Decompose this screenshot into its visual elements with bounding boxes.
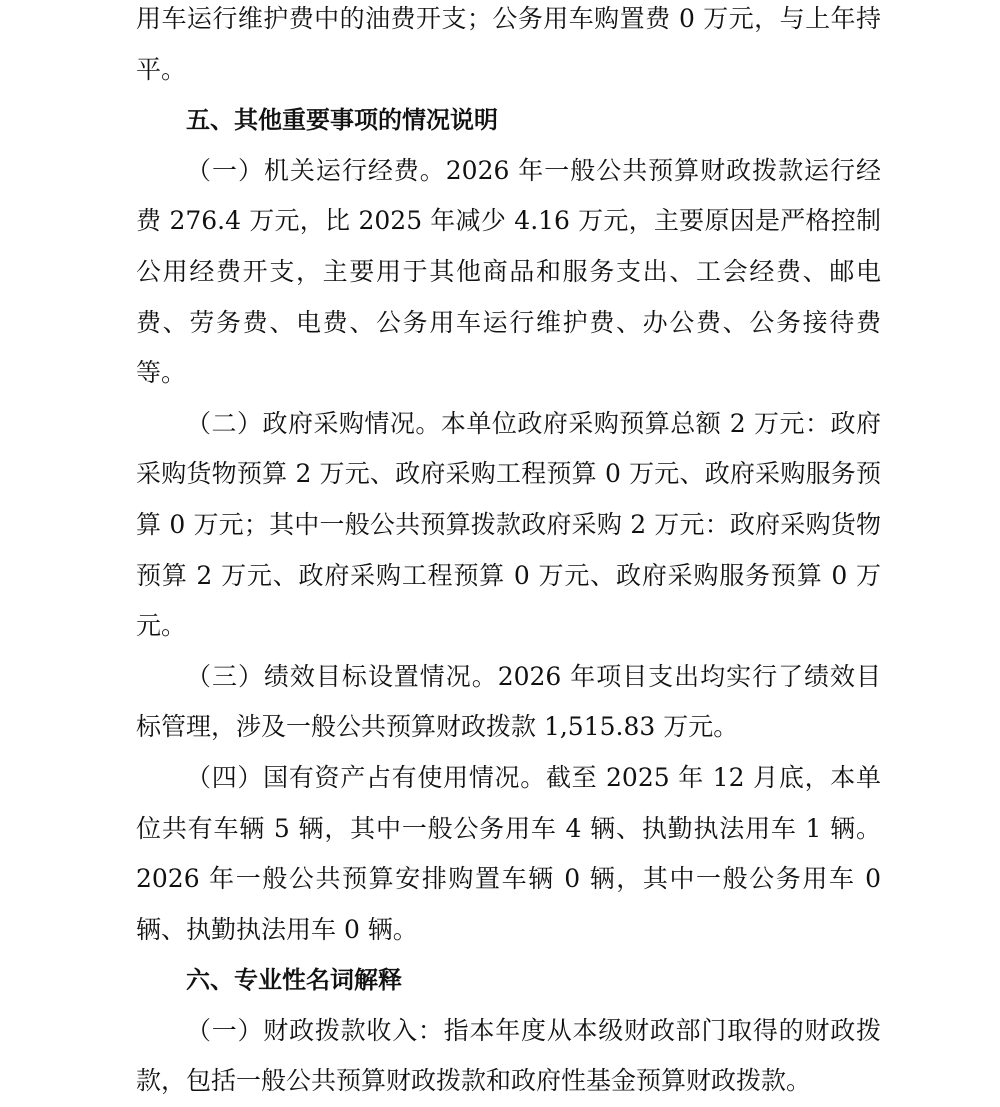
paragraph-government-procurement: （二）政府采购情况。本单位政府采购预算总额 2 万元：政府采购货物预算 2 万元、政府采购工程预算 0 万元、政府采购服务预算 0 万元；其中一般公共预算拨款政府采购 2 万元：政府采购货物预算 2 万元、政府采购工程预算 0 万元、政府采购服务预算 0 万元。 — [136, 408, 881, 641]
section-heading-six: 六、专业性名词解释 — [186, 966, 402, 995]
paragraph-performance-targets: （三）绩效目标设置情况。2026 年项目支出均实行了绩效目标管理，涉及一般公共预算财政拨款 1,515.83 万元。 — [136, 661, 881, 742]
section-heading-five: 五、其他重要事项的情况说明 — [186, 106, 498, 135]
paragraph-state-assets: （四）国有资产占有使用情况。截至 2025 年 12 月底，本单位共有车辆 5 辆，其中一般公务用车 4 辆、执勤执法用车 1 辆。2026 年一般公共预算安排购置车辆 0 辆，其中一般公务用车 0 辆、执勤执法用车 0 辆。 — [136, 762, 881, 944]
paragraph-fiscal-appropriation: （一）财政拨款收入：指本年度从本级财政部门取得的财政拨款，包括一般公共预算财政拨款和政府性基金预算财政拨款。 — [136, 1015, 881, 1096]
paragraph-continuation: 用车运行维护费中的油费开支；公务用车购置费 0 万元，与上年持平。 — [136, 4, 881, 84]
document-body — [136, 0, 881, 1107]
paragraph-operating-funds: （一）机关运行经费。2026 年一般公共预算财政拨款运行经费 276.4 万元，比 2025 年减少 4.16 万元，主要原因是严格控制公用经费开支，主要用于其他商品和服务支出、工会经费、邮电费、劳务费、电费、公务用车运行维护费、办公费、公务接待费等。 — [136, 155, 881, 388]
